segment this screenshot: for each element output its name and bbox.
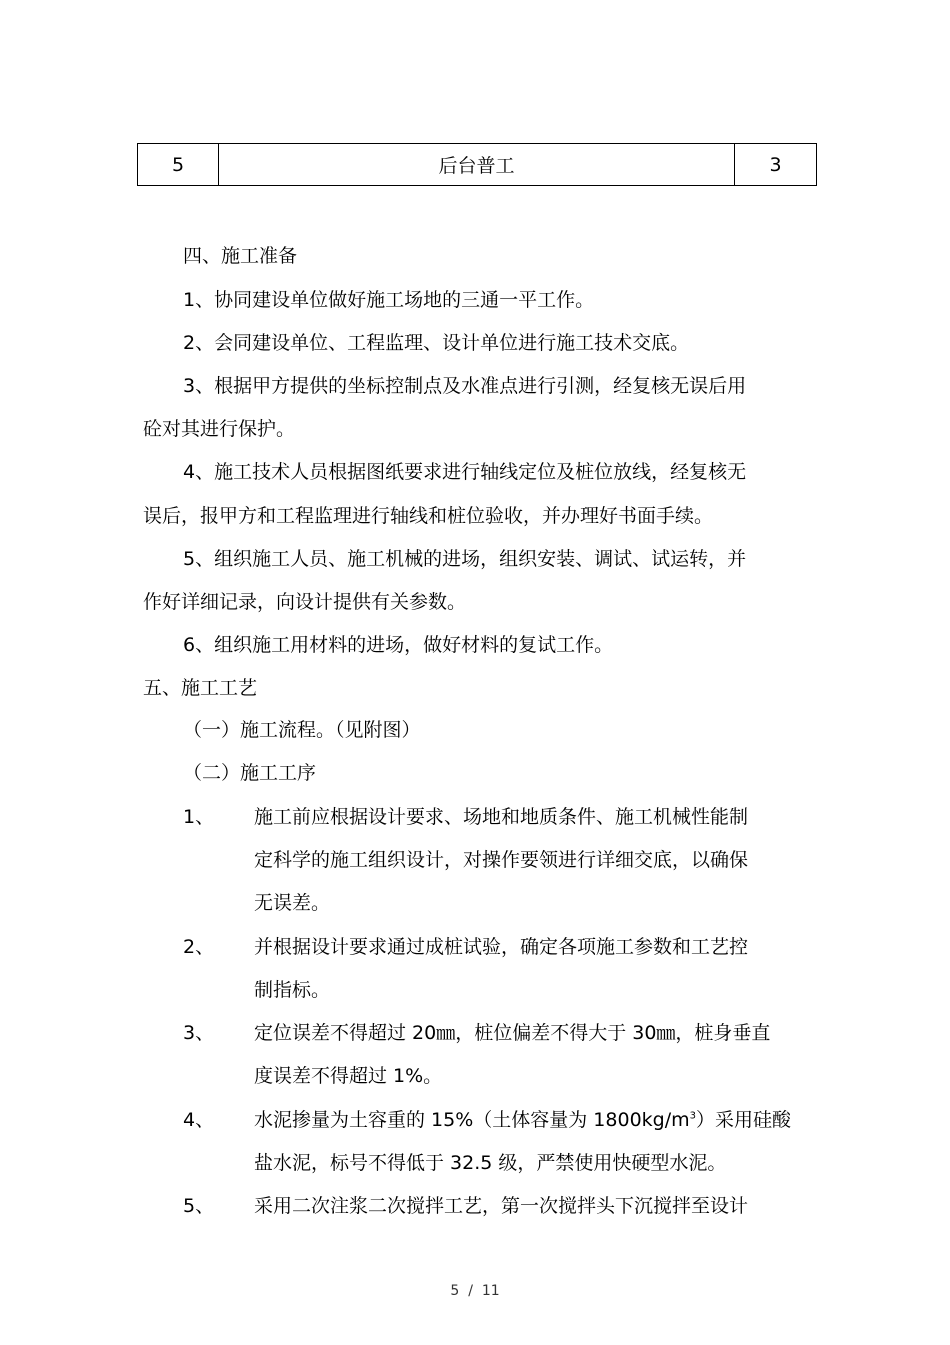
list-item-number: 5、 [183,1195,215,1217]
page-footer [0,1283,950,1299]
paragraph-4-5-line1: 5、组织施工人员、施工机械的进场，组织安装、调试、试运转，并 [183,548,747,570]
page-separator: / [468,1283,473,1299]
subsection-2: （二）施工工序 [183,762,317,784]
list-item-line: 度误差不得超过 1%。 [254,1065,443,1087]
list-item-number: 2、 [183,936,215,958]
list-item-number: 1、 [183,806,215,828]
paragraph-4-4-line2: 误后，报甲方和工程监理进行轴线和桩位验收，并办理好书面手续。 [143,505,714,527]
staff-table [137,143,817,186]
paragraph-4-2: 2、会同建设单位、工程监理、设计单位进行施工技术交底。 [183,332,690,354]
list-item-text: 水泥掺量为土容重的 15%（土体容量为 1800kg/m [254,1109,690,1131]
section-5-heading: 五、施工工艺 [143,677,258,699]
list-item-line: 定位误差不得超过 20㎜，桩位偏差不得大于 30㎜，桩身垂直 [254,1022,771,1044]
list-item-number: 4、 [183,1109,215,1131]
table-row [138,144,817,186]
table-cell-role: 后台普工 [219,144,735,186]
list-item-line: 制指标。 [254,979,331,1001]
paragraph-4-3-line2: 砼对其进行保护。 [143,418,296,440]
list-item-line [254,1107,791,1133]
page-number: 5 [450,1283,460,1299]
subsection-1: （一）施工流程。（见附图） [183,719,421,741]
list-item-number: 3、 [183,1022,215,1044]
list-item-text: ）采用硅酸 [696,1109,792,1131]
paragraph-4-1: 1、协同建设单位做好施工场地的三通一平工作。 [183,289,595,311]
superscript: 3 [689,1110,697,1122]
list-item-line: 定科学的施工组织设计，对操作要领进行详细交底，以确保 [254,849,749,871]
table-cell-count: 3 [735,144,817,186]
list-item-line: 盐水泥，标号不得低于 32.5 级，严禁使用快硬型水泥。 [254,1152,727,1174]
list-item-line: 并根据设计要求通过成桩试验，确定各项施工参数和工艺控 [254,936,749,958]
page-total: 11 [481,1283,500,1299]
paragraph-4-3-line1: 3、根据甲方提供的坐标控制点及水准点进行引测，经复核无误后用 [183,375,747,397]
table-cell-index: 5 [138,144,219,186]
paragraph-4-4-line1: 4、施工技术人员根据图纸要求进行轴线定位及桩位放线，经复核无 [183,461,747,483]
list-item-line: 采用二次注浆二次搅拌工艺，第一次搅拌头下沉搅拌至设计 [254,1195,749,1217]
list-item-line: 施工前应根据设计要求、场地和地质条件、施工机械性能制 [254,806,749,828]
list-item-line: 无误差。 [254,892,331,914]
section-4-heading: 四、施工准备 [183,245,298,267]
paragraph-4-5-line2: 作好详细记录，向设计提供有关参数。 [143,591,467,613]
paragraph-4-6: 6、组织施工用材料的进场，做好材料的复试工作。 [183,634,614,656]
